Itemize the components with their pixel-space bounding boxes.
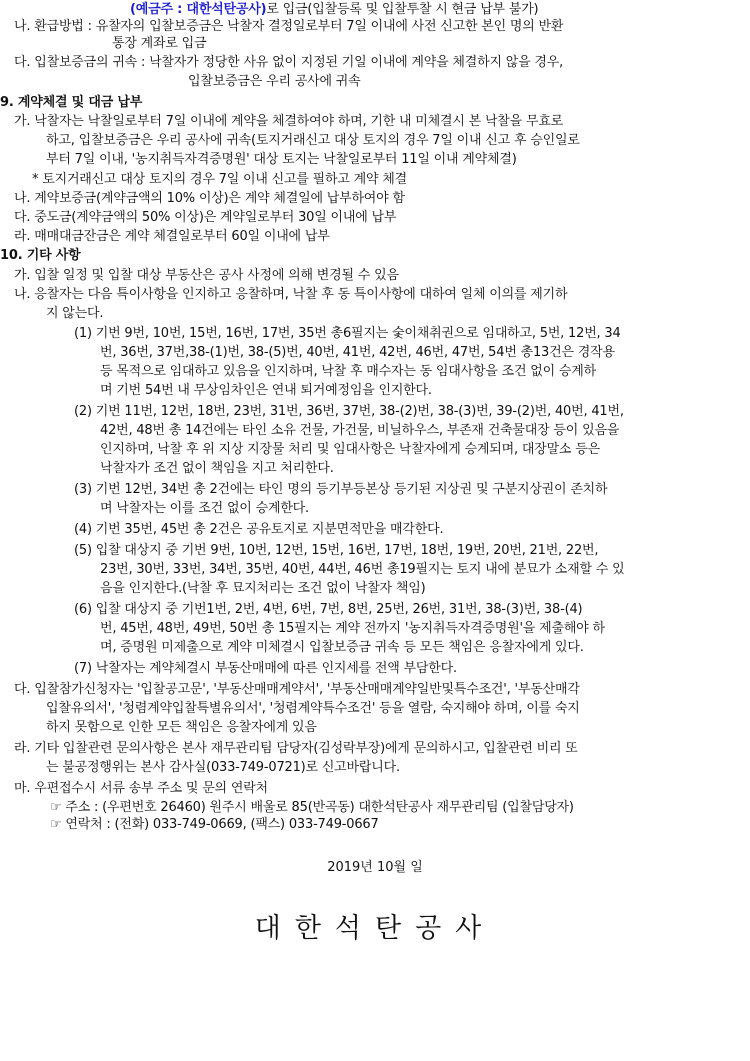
text-line: 나. 환급방법 : 유찰자의 입찰보증금은 낙찰자 결정일로부터 7일 이내에 사전 신고한 본인 명의 반환 [14, 19, 564, 34]
text-line: (7) 낙찰자는 계약체결시 부동산매매에 따른 인지세를 전액 부담한다. [74, 661, 457, 676]
text-line: 다. 입찰참가신청자는 '입찰공고문', '부동산매매계약서', '부동산매매계약일반및특수조건', '부동산매각 [14, 682, 580, 697]
text-line: 인지하며, 낙찰 후 위 지상 지장물 처리 및 임대사항은 낙찰자에게 승계되며, 대장말소 등은 [100, 442, 600, 457]
text-line: (5) 입찰 대상지 중 기번 9번, 10번, 12번, 15번, 16번, 17번, 18번, 19번, 20번, 21번, 22번, [74, 543, 599, 558]
text-line: 입찰보증금은 우리 공사에 귀속 [188, 74, 361, 89]
text-line: (2) 기번 11번, 12번, 18번, 23번, 31번, 36번, 37번, 38-(2)번, 38-(3)번, 39-(2)번, 40번, 41번, [74, 404, 624, 419]
text-line: 하고, 입찰보증금은 우리 공사에 귀속(토지거래신고 대상 토지의 경우 7일 이내 신고 후 승인일로 [46, 133, 580, 148]
text-line: 등 목적으로 임대하고 있음을 인지하며, 낙찰 후 매수자는 동 임대사항을 조건 없이 승계하 [100, 364, 597, 379]
text-line: 마. 우편접수시 서류 송부 주소 및 문의 연락처 [14, 781, 268, 796]
text-line: 다. 중도금(계약금액의 50% 이상)은 계약일로부터 30일 이내에 납부 [14, 210, 397, 225]
text-line: 나. 응찰자는 다음 특이사항을 인지하고 응찰하며, 낙찰 후 동 특이사항에 대하여 일체 이의를 제기하 [14, 287, 568, 302]
text-line: 번, 45번, 48번, 49번, 50번 총 15필지는 계약 전까지 '농지취득자격증명원'을 제출해야 하 [100, 621, 605, 636]
document-date: 2019년 10월 일 [327, 860, 423, 875]
section-heading: 9. 계약체결 및 대금 납부 [0, 95, 143, 110]
text-line: 가. 입찰 일정 및 입찰 대상 부동산은 공사 사정에 의해 변경될 수 있음 [14, 268, 399, 283]
text-line: 며 기번 54번 내 무상임차인은 연내 퇴거예정임을 인지한다. [100, 383, 432, 398]
contact-line: ☞ 연락처 : (전화) 033-749-0669, (팩스) 033-749-0667 [50, 817, 379, 832]
account-holder-highlight: (예금주 : 대한석탄공사) [130, 2, 267, 17]
text-line: 번, 36번, 37번,38-(1)번, 38-(5)번, 40번, 41번, 42번, 46번, 47번, 54번 총13건은 경작용 [100, 345, 615, 360]
text-line: 는 불공정행위는 본사 감사실(033-749-0721)로 신고바랍니다. [46, 760, 400, 775]
text-line: 며 낙찰자는 이를 조건 없이 승계한다. [100, 501, 309, 516]
text-line: (1) 기번 9번, 10번, 15번, 16번, 17번, 35번 총6필지는 숯이채취권으로 임대하고, 5번, 12번, 34 [74, 326, 621, 341]
text-line: (3) 기번 12번, 34번 총 2건에는 타인 명의 등기부등본상 등기된 지상권 및 구분지상권이 존치하 [74, 482, 608, 497]
text-line: 나. 계약보증금(계약금액의 10% 이상)은 계약 체결일에 납부하여야 함 [14, 191, 405, 206]
text-line: (4) 기번 35번, 45번 총 2건은 공유토지로 지분면적만을 매각한다. [74, 522, 444, 537]
issuer-name: 대한석탄공사 [254, 913, 496, 944]
text-line: 통장 계좌로 입금 [112, 36, 207, 51]
text-line: 부터 7일 이내, '농지취득자격증명원' 대상 토지는 낙찰일로부터 11일 이내 계약체결) [46, 152, 517, 167]
text-line: 42번, 48번 총 14건에는 타인 소유 건물, 가건물, 비닐하우스, 부존재 건축물대장 등이 있음을 [100, 423, 620, 438]
text-line: 라. 기타 입찰관련 문의사항은 본사 재무관리팀 담당자(김성락부장)에게 문의하시고, 입찰관련 비리 또 [14, 741, 578, 756]
text-line: 음을 인지한다.(낙찰 후 묘지처리는 조건 없이 낙찰자 책임) [100, 581, 426, 596]
text-line: 가. 낙찰자는 낙찰일로부터 7일 이내에 계약을 체결하여야 하며, 기한 내 미체결시 본 낙찰을 무효로 [14, 114, 564, 129]
text-line: 라. 매매대금잔금은 계약 체결일로부터 60일 이내에 납부 [14, 229, 330, 244]
text-line: 23번, 30번, 33번, 34번, 35번, 40번, 44번, 46번 총19필지는 토지 내에 분묘가 소재할 수 있 [100, 562, 625, 577]
text-line: * 토지거래신고 대상 토지의 경우 7일 이내 신고를 필하고 계약 체결 [32, 172, 408, 187]
address-line: ☞ 주소 : (우편번호 26460) 원주시 배울로 85(반곡동) 대한석탄공사 재무관리팀 (입찰담당자) [50, 800, 574, 815]
section-heading: 10. 기타 사항 [0, 248, 81, 263]
text-line: 하지 못함으로 인한 모든 책임은 응찰자에게 있음 [46, 720, 317, 735]
text-line: 입찰유의서', '청렴계약입찰특별유의서', '청렴계약특수조건' 등을 열람, 숙지해야 하며, 이를 숙지 [46, 701, 580, 716]
text-line: (예금주 : 대한석탄공사)로 입금(입찰등록 및 입찰투찰 시 현금 납부 불가) [130, 2, 539, 17]
pointer-hand-icon: ☞ [50, 800, 66, 815]
text-line: 낙찰자가 조건 없이 책임을 지고 처리한다. [100, 461, 334, 476]
text-line: 지 않는다. [46, 306, 104, 321]
pointer-hand-icon: ☞ [50, 817, 66, 832]
text-line: 다. 입찰보증금의 귀속 : 낙찰자가 정당한 사유 없이 지정된 기일 이내에 계약을 체결하지 않을 경우, [14, 55, 564, 70]
text-line: (6) 입찰 대상지 중 기번1번, 2번, 4번, 6번, 7번, 8번, 25번, 26번, 31번, 38-(3)번, 38-(4) [74, 602, 583, 617]
text-line: 며, 증명원 미제출으로 계약 미체결시 입찰보증금 귀속 등 모든 책임은 응찰자에게 있다. [100, 640, 584, 655]
